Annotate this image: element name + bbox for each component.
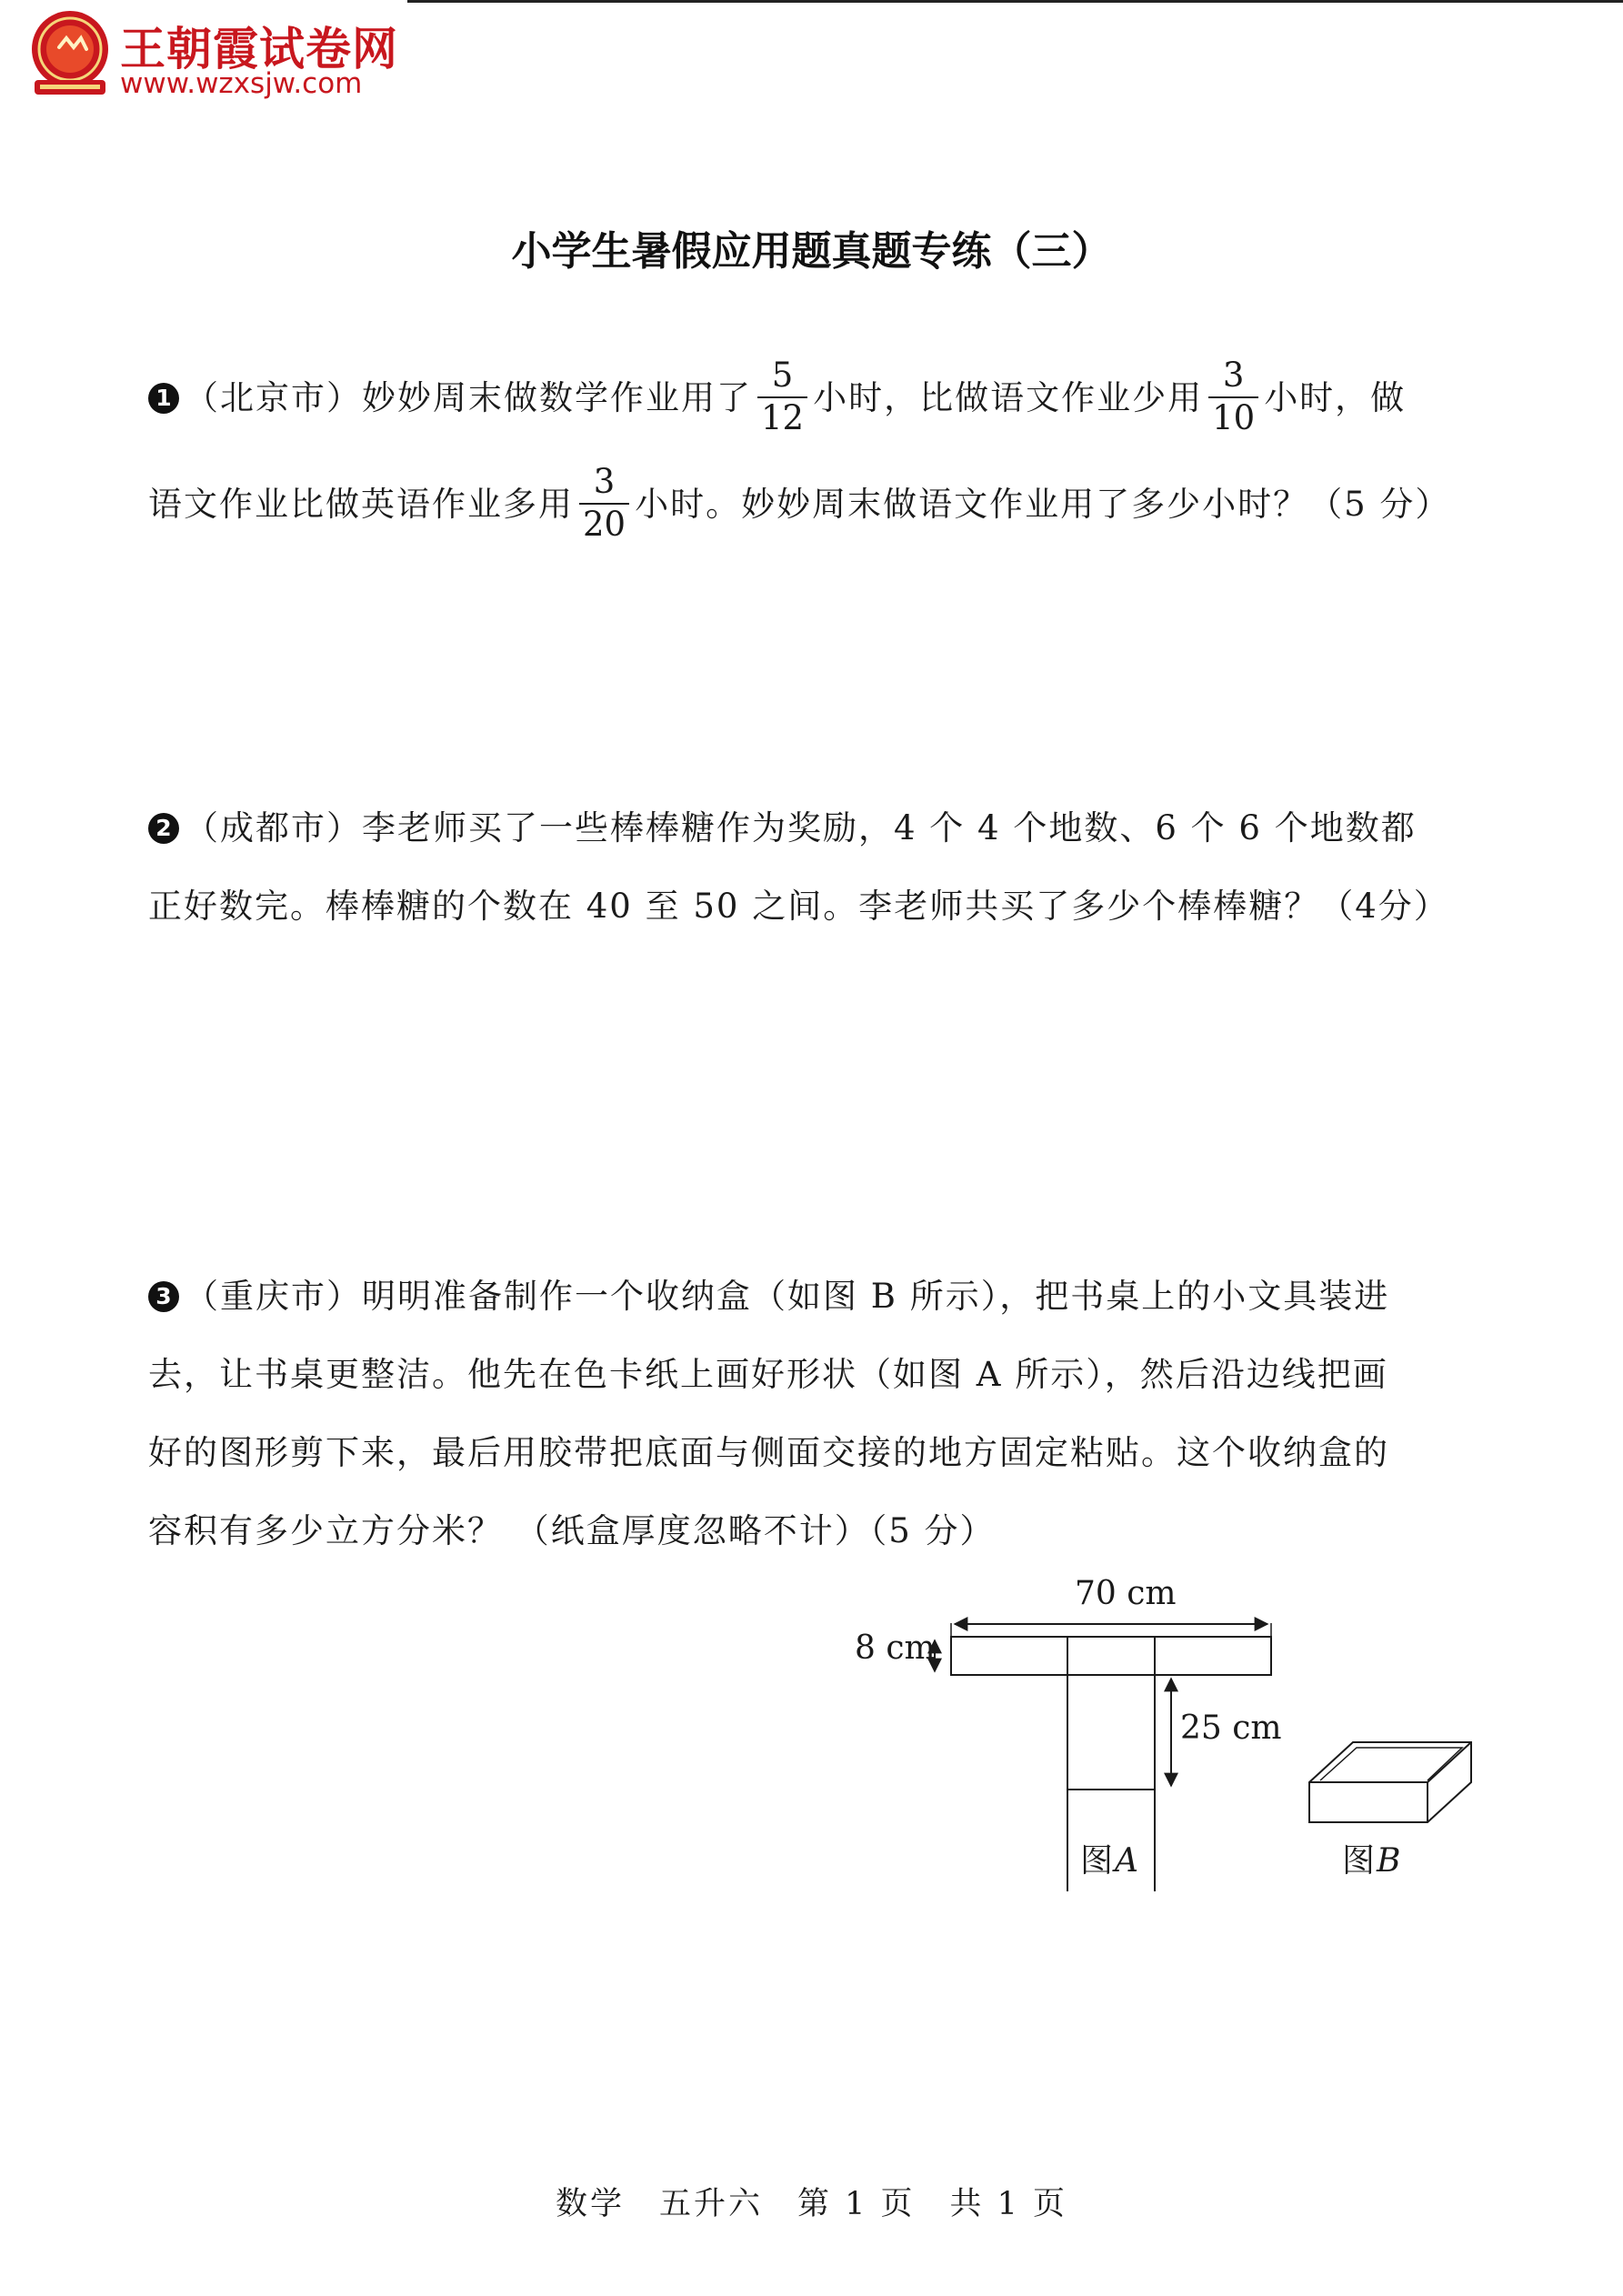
site-logo (25, 7, 407, 107)
seal-icon (25, 7, 115, 102)
question-3-line-4: 容积有多少立方分米？ （纸盒厚度忽略不计）（5 分） (148, 1511, 996, 1550)
figure-a-caption: 图A (1080, 1842, 1141, 1880)
fraction (1208, 357, 1258, 436)
question-number-badge: 1 (148, 383, 179, 414)
fraction-denominator: 20 (583, 504, 626, 544)
figure-b-caption: 图B (1342, 1842, 1403, 1880)
question-1-line-1 (148, 355, 1494, 440)
question-1 (148, 355, 1494, 546)
question-3 (148, 1258, 1494, 1570)
page-footer: 数学 五升六 第 1 页 共 1 页 (555, 2186, 1068, 2222)
figure (837, 1564, 1491, 1891)
question-text: 小时，做 (1264, 378, 1407, 417)
question-3-line-3: 好的图形剪下来，最后用胶带把底面与侧面交接的地方固定粘贴。这个收纳盒的 (148, 1433, 1389, 1472)
logo-name: 王朝霞试卷网 (120, 23, 398, 75)
question-text: （北京市）妙妙周末做数学作业用了 (185, 378, 752, 417)
fraction-numerator: 5 (757, 357, 807, 398)
question-2 (148, 789, 1494, 946)
question-number-badge: 3 (148, 1281, 179, 1312)
question-text: 语文作业比做英语作业多用 (148, 485, 574, 525)
question-1-line-2 (148, 462, 1494, 546)
figure-b-box (1309, 1742, 1471, 1822)
side-height-label: 25 cm (1180, 1709, 1282, 1747)
fraction-numerator: 3 (1208, 357, 1258, 398)
question-3-line-2: 去，让书桌更整洁。他先在色卡纸上画好形状（如图 A 所示），然后沿边线把画 (148, 1355, 1388, 1394)
fraction-denominator: 12 (761, 397, 805, 437)
question-number-badge: 2 (148, 813, 179, 844)
fraction-denominator: 10 (1212, 397, 1256, 437)
question-text: 小时，比做语文作业少用 (813, 378, 1204, 417)
strip-height-label: 8 cm (855, 1629, 936, 1667)
top-rule (407, 0, 1623, 3)
fraction (579, 464, 629, 543)
question-2-line-1 (148, 789, 1494, 867)
question-text: 小时。妙妙周末做语文作业用了多少小时？（5 分） (635, 485, 1451, 525)
question-2-line-2: 正好数完。棒棒糖的个数在 40 至 50 之间。李老师共买了多少个棒棒糖？（4分） (148, 887, 1449, 926)
page-title: 小学生暑假应用题真题专练（三） (511, 228, 1112, 275)
question-text: （成都市）李老师买了一些棒棒糖作为奖励，4 个 4 个地数、6 个 6 个地数都 (185, 808, 1417, 847)
logo-url: www.wzxsjw.com (120, 67, 363, 100)
width-label: 70 cm (1075, 1575, 1177, 1612)
question-3-line-1 (148, 1258, 1494, 1336)
question-text: （重庆市）明明准备制作一个收纳盒（如图 B 所示），把书桌上的小文具装进 (185, 1277, 1390, 1316)
fraction-numerator: 3 (579, 464, 629, 505)
fraction (757, 357, 807, 436)
